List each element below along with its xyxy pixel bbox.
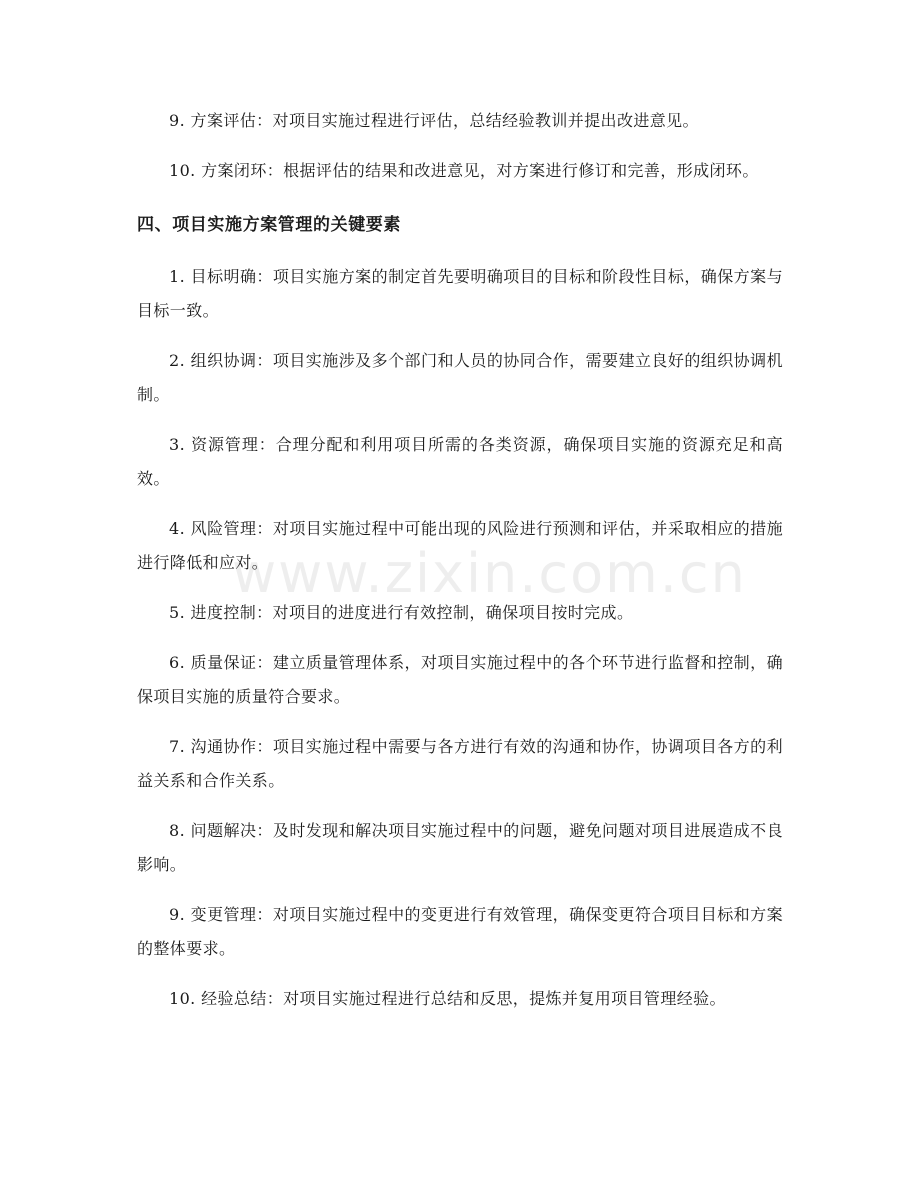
watermark: www.zixin.com.cn <box>232 542 747 605</box>
paragraph-item: 2. 组织协调：项目实施涉及多个部门和人员的协同合作，需要建立良好的组织协调机制。 <box>137 351 783 404</box>
paragraph-scheme-closure: 10. 方案闭环：根据评估的结果和改进意见，对方案进行修订和完善，形成闭环。 <box>169 161 759 180</box>
paragraph-item: 4. 风险管理：对项目实施过程中可能出现的风险进行预测和评估，并采取相应的措施进行降低和应对。 <box>137 519 783 572</box>
paragraph-item: 5. 进度控制：对项目的进度进行有效控制，确保项目按时完成。 <box>169 603 634 622</box>
paragraph-item: 10. 经验总结：对项目实施过程进行总结和反思，提炼并复用项目管理经验。 <box>169 989 726 1008</box>
paragraph-item: 3. 资源管理：合理分配和利用项目所需的各类资源，确保项目实施的资源充足和高效。 <box>137 435 783 488</box>
paragraph-item: 7. 沟通协作：项目实施过程中需要与各方进行有效的沟通和协作，协调项目各方的利益关系和合作关系。 <box>137 737 783 790</box>
paragraph-item: 9. 变更管理：对项目实施过程中的变更进行有效管理，确保变更符合项目目标和方案的整体要求。 <box>137 905 783 958</box>
document-body <box>137 104 783 1016</box>
paragraph-item: 6. 质量保证：建立质量管理体系，对项目实施过程中的各个环节进行监督和控制，确保项目实施的质量符合要求。 <box>137 653 783 706</box>
paragraph-item: 1. 目标明确：项目实施方案的制定首先要明确项目的目标和阶段性目标，确保方案与目标一致。 <box>137 267 783 320</box>
paragraph-scheme-evaluation: 9. 方案评估：对项目实施过程进行评估，总结经验教训并提出改进意见。 <box>169 111 699 130</box>
paragraph-item: 8. 问题解决：及时发现和解决项目实施过程中的问题，避免问题对项目进展造成不良影响。 <box>137 821 783 874</box>
section-heading: 四、项目实施方案管理的关键要素 <box>137 215 401 235</box>
